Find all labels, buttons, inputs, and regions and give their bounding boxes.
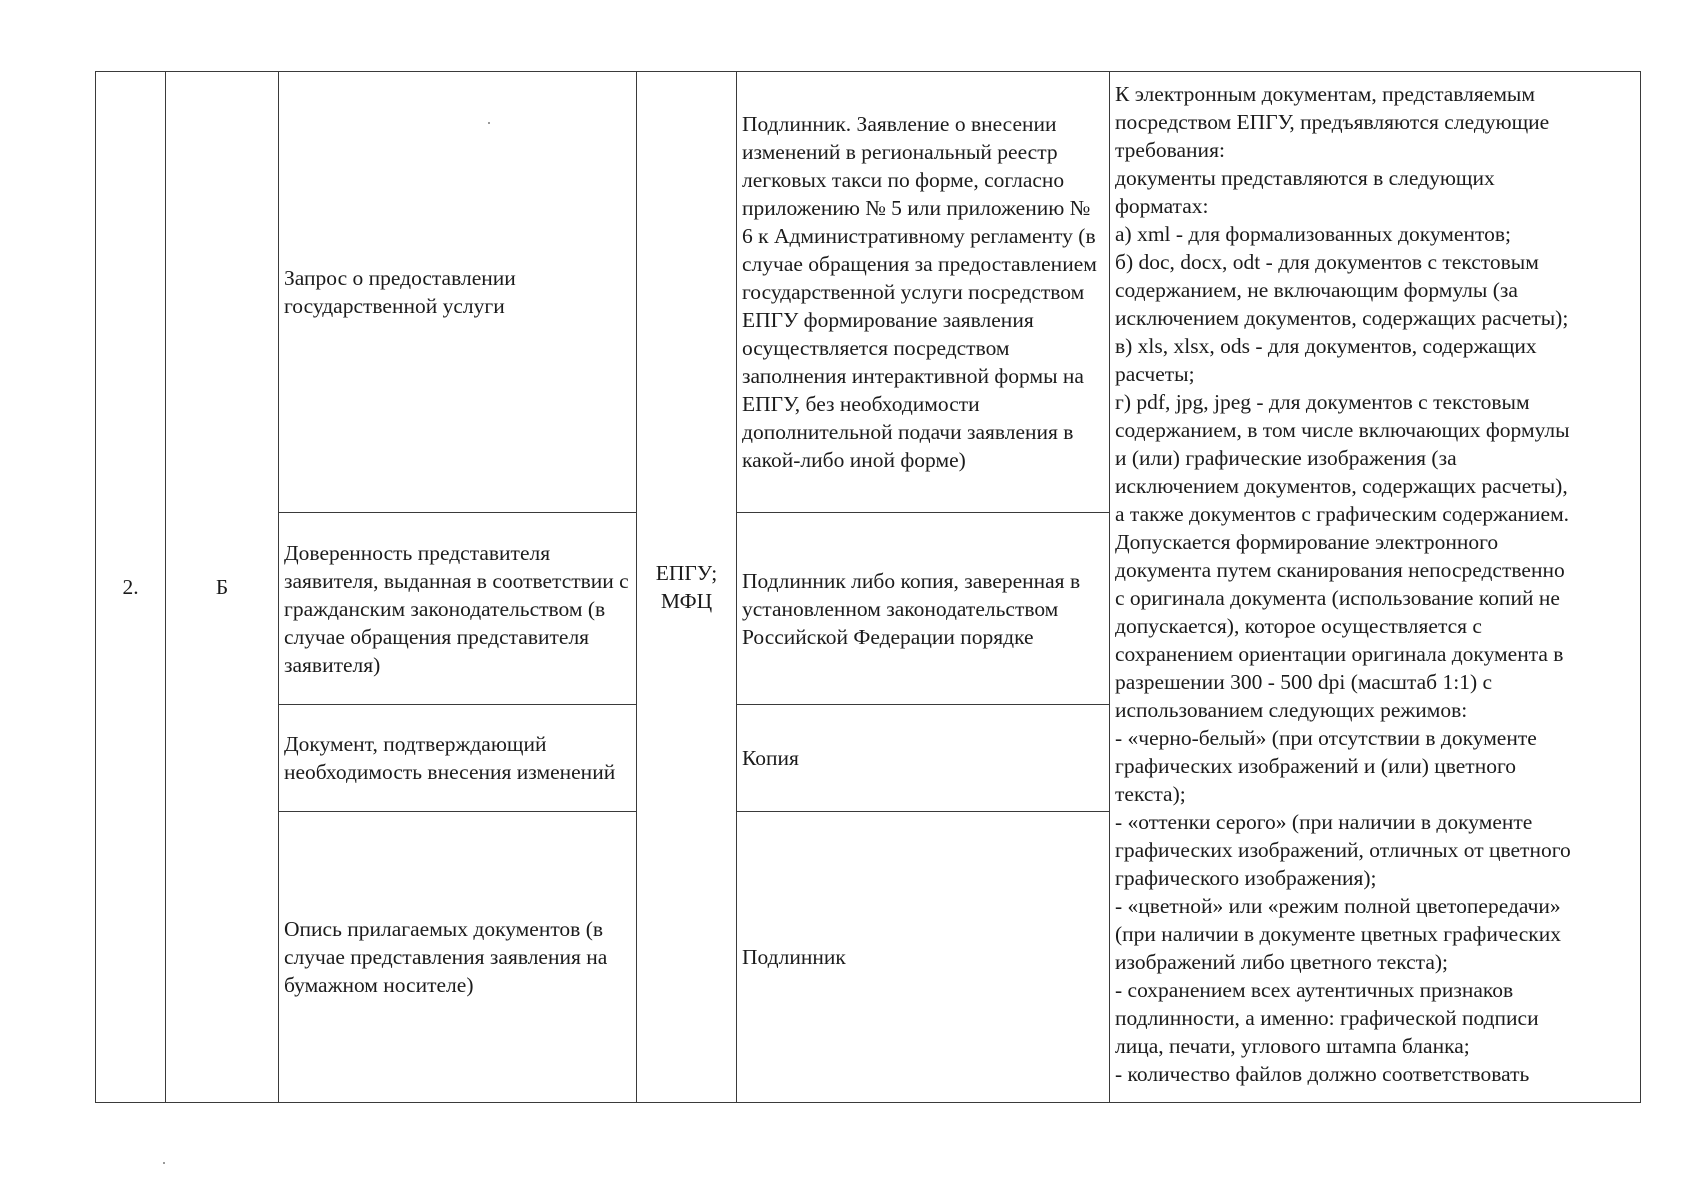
- submission-channel: ЕПГУ; МФЦ: [655, 561, 718, 613]
- requirements-text: [1115, 80, 1635, 1088]
- requirement-line: подлинности, а именно: графической подписи: [1115, 1006, 1539, 1030]
- requirement-line: графических изображений, отличных от цветного: [1115, 838, 1571, 862]
- document-form-cell: [737, 72, 1110, 513]
- requirement-line: сохранением ориентации оригинала документа в: [1115, 642, 1564, 666]
- channel-cell: [637, 72, 737, 1103]
- document-name: Документ, подтверждающий необходимость внесения изменений: [284, 732, 616, 784]
- document-form-cell: [737, 812, 1110, 1103]
- requirements-table: [95, 71, 1641, 1103]
- row-letter: Б: [215, 575, 229, 599]
- requirement-line: документа путем сканирования непосредственно: [1115, 558, 1565, 582]
- document-name: Запрос о предоставлении государственной услуги: [284, 266, 516, 318]
- requirement-line: лица, печати, углового штампа бланка;: [1115, 1034, 1470, 1058]
- requirement-line: форматах:: [1115, 194, 1209, 218]
- requirement-line: содержанием, не включающим формулы (за: [1115, 278, 1518, 302]
- requirement-line: К электронным документам, представляемым: [1115, 82, 1535, 106]
- requirement-line: документы представляются в следующих: [1115, 166, 1495, 190]
- requirements-cell: [1110, 72, 1641, 1103]
- requirement-line: расчеты;: [1115, 362, 1195, 386]
- requirement-line: - «оттенки серого» (при наличии в документе: [1115, 810, 1533, 834]
- row-letter-cell: [166, 72, 279, 1103]
- requirement-line: Допускается формирование электронного: [1115, 530, 1499, 554]
- document-name-cell: [279, 513, 637, 705]
- requirement-line: и (или) графические изображения (за: [1115, 446, 1457, 470]
- requirement-line: разрешении 300 - 500 dpi (масштаб 1:1) с: [1115, 670, 1493, 694]
- requirement-line: в) xls, xlsx, ods - для документов, содержащих: [1115, 334, 1537, 358]
- requirement-line: б) doc, docx, odt - для документов с текстовым: [1115, 250, 1539, 274]
- document-name: Доверенность представителя заявителя, выданная в соответствии с гражданским законодательством (в случае обращения представителя заявителя): [284, 540, 629, 677]
- document-name-cell: [279, 705, 637, 812]
- scan-speck: [163, 1162, 165, 1164]
- document-name-cell: [279, 72, 637, 513]
- document-form-cell: [737, 705, 1110, 812]
- requirement-line: графических изображений и (или) цветного: [1115, 754, 1516, 778]
- document-form: Подлинник. Заявление о внесении изменений в региональный реестр легковых такси по форме, согласно приложению № 5 или приложению № 6 к Административному регламенту (в случае обращения за предоставлением государственной услуги посредством ЕПГУ формирование заявления осуществляется посредством заполнения интерактивной формы на ЕПГУ, без необходимости дополнительной подачи заявления в какой-либо иной форме): [742, 112, 1097, 472]
- requirement-line: графического изображения);: [1115, 866, 1377, 890]
- requirement-line: - «цветной» или «режим полной цветопередачи»: [1115, 894, 1561, 918]
- scan-speck: [488, 122, 490, 124]
- row-number: 2.: [122, 575, 139, 599]
- requirement-line: посредством ЕПГУ, предъявляются следующие: [1115, 110, 1550, 134]
- requirement-line: (при наличии в документе цветных графических: [1115, 922, 1561, 946]
- document-form-cell: [737, 513, 1110, 705]
- requirement-line: допускается), которое осуществляется с: [1115, 614, 1482, 638]
- document-form: Подлинник либо копия, заверенная в установленном законодательством Российской Федерации порядке: [742, 568, 1081, 649]
- requirement-line: - количество файлов должно соответствовать: [1115, 1062, 1530, 1086]
- requirement-line: требования:: [1115, 138, 1225, 162]
- requirement-line: - сохранением всех аутентичных признаков: [1115, 978, 1514, 1002]
- document-form: Копия: [742, 746, 799, 770]
- requirement-line: с оригинала документа (использование копий не: [1115, 586, 1560, 610]
- requirement-line: г) pdf, jpg, jpeg - для документов с текстовым: [1115, 390, 1530, 414]
- requirement-line: а также документов с графическим содержанием.: [1115, 502, 1570, 526]
- requirement-line: исключением документов, содержащих расчеты),: [1115, 474, 1568, 498]
- requirement-line: исключением документов, содержащих расчеты);: [1115, 306, 1569, 330]
- document-name: Опись прилагаемых документов (в случае представления заявления на бумажном носителе): [284, 917, 608, 997]
- row-number-cell: [96, 72, 166, 1103]
- requirement-line: содержанием, в том числе включающих формулы: [1115, 418, 1570, 442]
- document-name-cell: [279, 812, 637, 1103]
- requirement-line: текста);: [1115, 782, 1186, 806]
- document-form: Подлинник: [742, 945, 846, 969]
- requirement-line: а) xml - для формализованных документов;: [1115, 222, 1511, 246]
- requirement-line: использованием следующих режимов:: [1115, 698, 1468, 722]
- requirement-line: изображений либо цветного текста);: [1115, 950, 1449, 974]
- requirement-line: - «черно-белый» (при отсутствии в документе: [1115, 726, 1537, 750]
- table-row: [96, 72, 1641, 513]
